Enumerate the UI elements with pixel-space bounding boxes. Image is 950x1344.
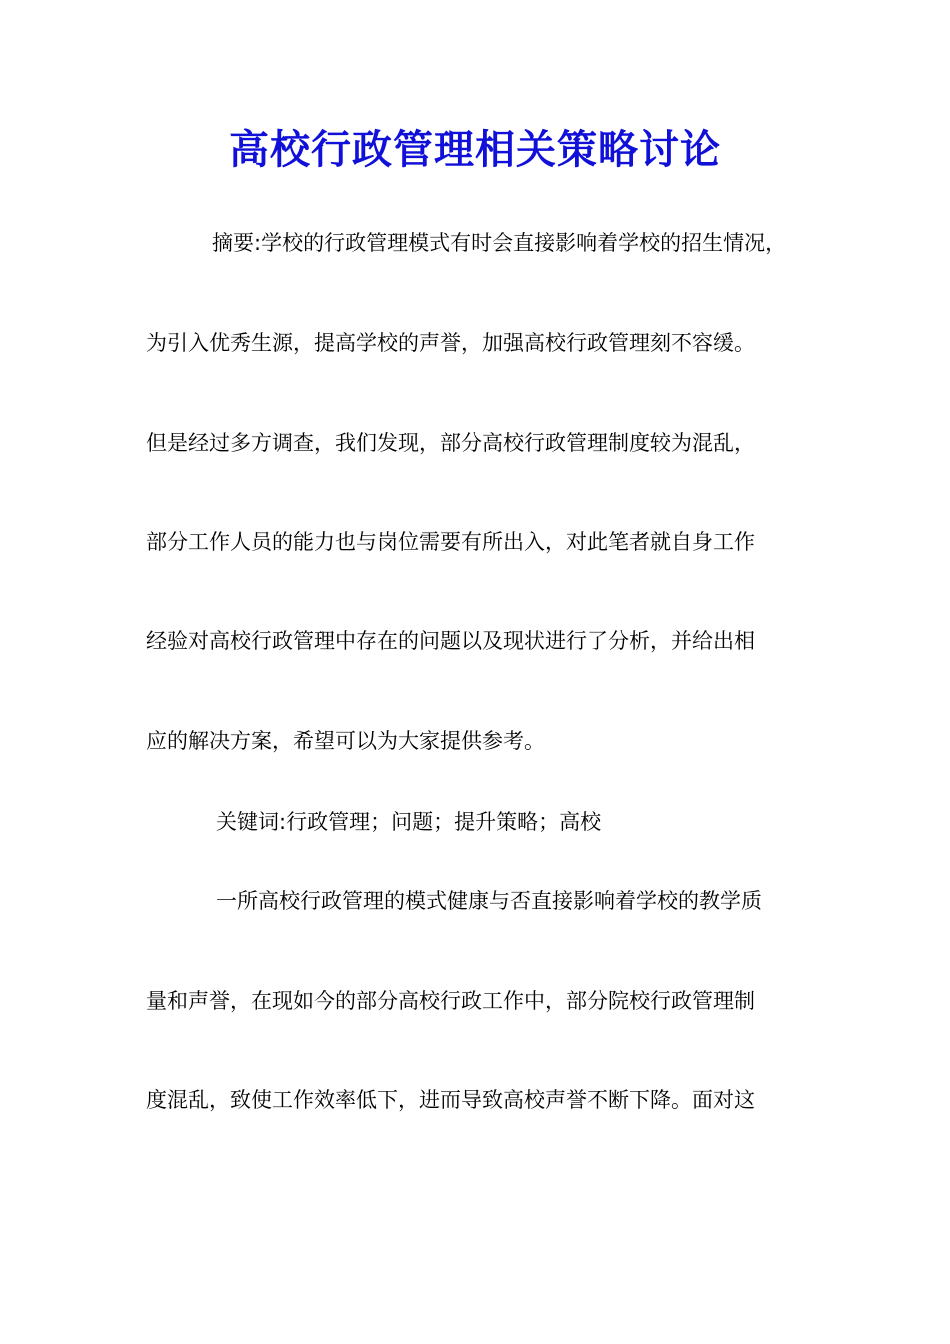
abstract-line-1: 摘要:学校的行政管理模式有时会直接影响着学校的招生情况， (212, 231, 787, 255)
body-line-2: 量和声誉，在现如今的部分高校行政工作中，部分院校行政管理制 (146, 989, 755, 1013)
abstract-line-4: 部分工作人员的能力也与岗位需要有所出入，对此笔者就自身工作 (146, 530, 755, 554)
abstract-line-2: 为引入优秀生源，提高学校的声誉，加强高校行政管理刻不容缓。 (146, 331, 755, 355)
body-line-1: 一所高校行政管理的模式健康与否直接影响着学校的教学质 (216, 889, 762, 913)
keywords-line: 关键词:行政管理；问题；提升策略；高校 (216, 810, 602, 834)
abstract-line-3: 但是经过多方调查，我们发现，部分高校行政管理制度较为混乱， (146, 431, 755, 455)
body-line-3: 度混乱，致使工作效率低下，进而导致高校声誉不断下降。面对这 (146, 1088, 755, 1112)
abstract-line-6: 应的解决方案，希望可以为大家提供参考。 (146, 729, 545, 753)
abstract-line-5: 经验对高校行政管理中存在的问题以及现状进行了分析，并给出相 (146, 629, 755, 653)
document-title: 高校行政管理相关策略讨论 (229, 126, 721, 173)
